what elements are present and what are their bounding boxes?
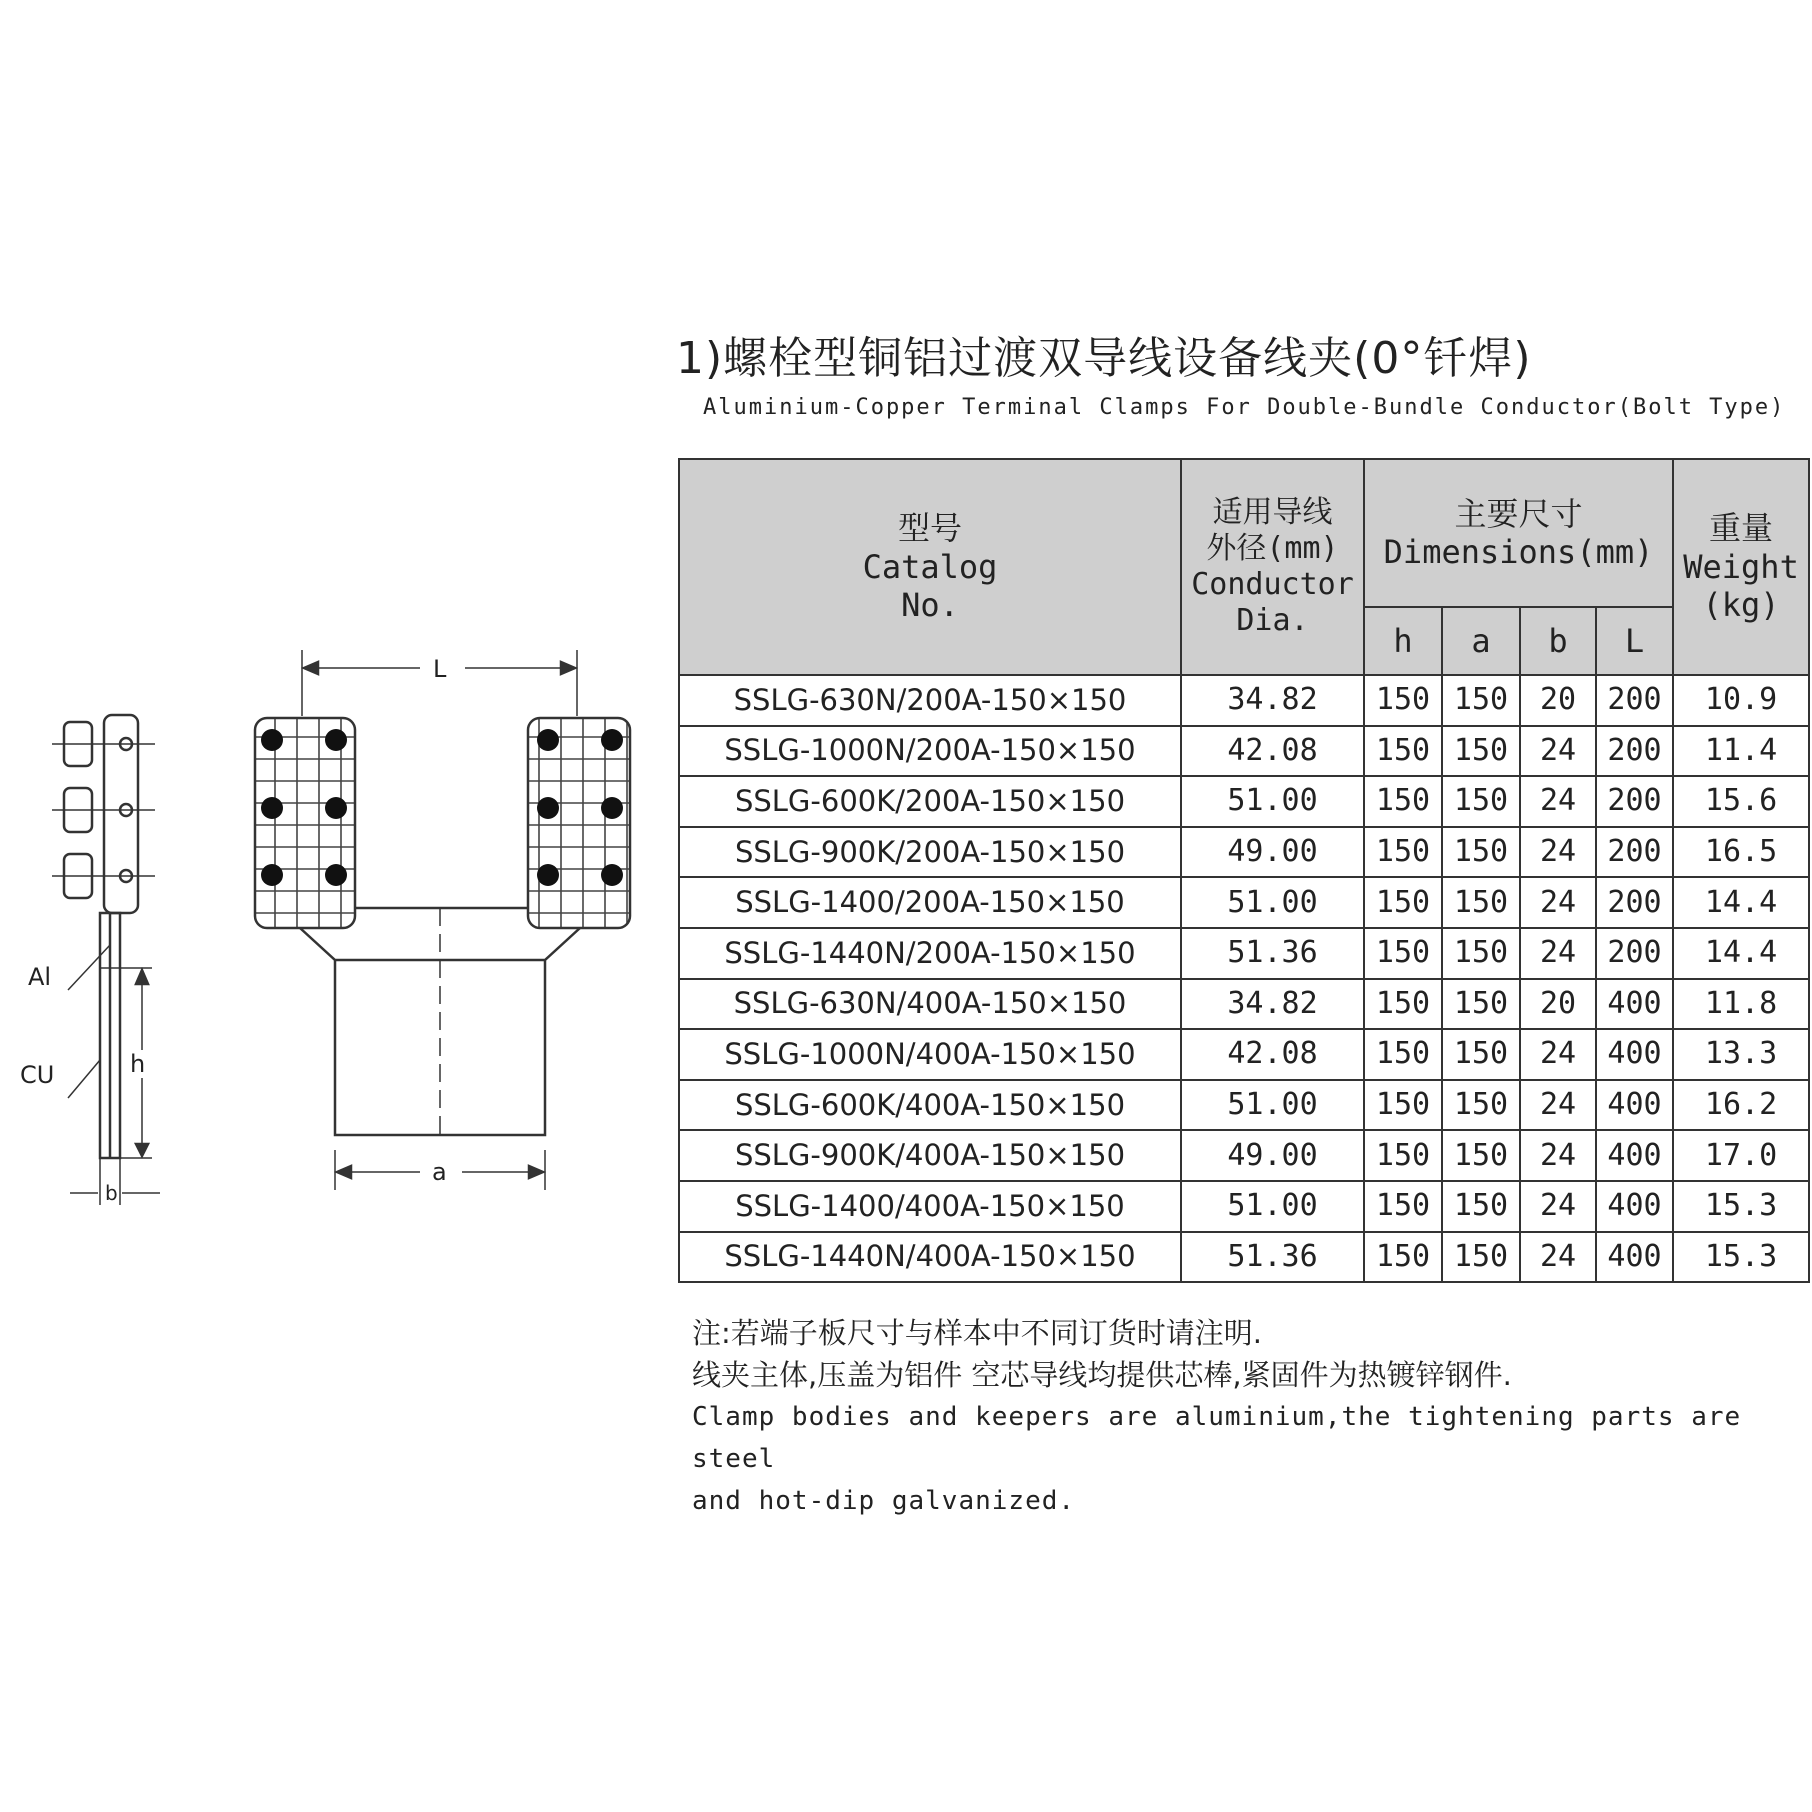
dim-L-cell: 400 (1596, 1080, 1673, 1131)
weight-cell: 11.4 (1673, 726, 1809, 777)
dim-a-cell: 150 (1442, 1181, 1520, 1232)
catalog-no-cell: SSLG-1000N/200A-150×150 (679, 726, 1181, 777)
table-row (679, 1080, 1809, 1131)
conductor-dia-cell: 51.00 (1181, 776, 1364, 827)
dim-h-cell: 150 (1364, 877, 1442, 928)
table-row (679, 776, 1809, 827)
header-conductor-dia: 适用导线 外径(mm) Conductor Dia. (1181, 459, 1364, 675)
dim-b-cell: 24 (1520, 1130, 1596, 1181)
dim-b-cell: 20 (1520, 675, 1596, 726)
dim-L-cell: 400 (1596, 1029, 1673, 1080)
dim-h-cell: 150 (1364, 1130, 1442, 1181)
dim-h-cell: 150 (1364, 1029, 1442, 1080)
dim-L-cell: 400 (1596, 1181, 1673, 1232)
catalog-no-cell: SSLG-1400/400A-150×150 (679, 1181, 1181, 1232)
dim-h-cell: 150 (1364, 928, 1442, 979)
dim-a-cell: 150 (1442, 928, 1520, 979)
conductor-dia-cell: 42.08 (1181, 726, 1364, 777)
dim-a-cell: 150 (1442, 1080, 1520, 1131)
label-a: a (432, 1158, 447, 1186)
dim-a-cell: 150 (1442, 675, 1520, 726)
table-row (679, 1130, 1809, 1181)
table-row (679, 1029, 1809, 1080)
conductor-dia-cell: 51.36 (1181, 928, 1364, 979)
dim-h-cell: 150 (1364, 1080, 1442, 1131)
dim-b-cell: 24 (1520, 726, 1596, 777)
note-line-1: 注:若端子板尺寸与样本中不同订货时请注明. (692, 1316, 1262, 1350)
dim-b-cell: 24 (1520, 1181, 1596, 1232)
dim-L-cell: 200 (1596, 928, 1673, 979)
catalog-no-cell: SSLG-1440N/400A-150×150 (679, 1232, 1181, 1283)
note-line-4: and hot-dip galvanized. (692, 1486, 1076, 1516)
weight-cell: 15.6 (1673, 776, 1809, 827)
note-line-3: Clamp bodies and keepers are aluminium,the tightening parts are steel (692, 1402, 1742, 1474)
dim-a-cell: 150 (1442, 877, 1520, 928)
catalog-no-cell: SSLG-900K/200A-150×150 (679, 827, 1181, 878)
label-h: h (130, 1050, 146, 1078)
page-title: 1)螺栓型铜铝过渡双导线设备线夹(0°钎焊) (676, 333, 1532, 384)
label-b: b (105, 1181, 118, 1205)
header-weight: 重量 Weight (kg) (1673, 459, 1809, 675)
conductor-dia-cell: 34.82 (1181, 979, 1364, 1030)
catalog-no-cell: SSLG-600K/200A-150×150 (679, 776, 1181, 827)
conductor-dia-cell: 42.08 (1181, 1029, 1364, 1080)
weight-cell: 11.8 (1673, 979, 1809, 1030)
dim-a-cell: 150 (1442, 827, 1520, 878)
conductor-dia-cell: 34.82 (1181, 675, 1364, 726)
dim-b-cell: 24 (1520, 776, 1596, 827)
conductor-dia-cell: 51.00 (1181, 1181, 1364, 1232)
table-row (679, 675, 1809, 726)
dim-b-cell: 24 (1520, 877, 1596, 928)
catalog-no-cell: SSLG-630N/400A-150×150 (679, 979, 1181, 1030)
table-row (679, 928, 1809, 979)
catalog-no-cell: SSLG-630N/200A-150×150 (679, 675, 1181, 726)
table-row (679, 827, 1809, 878)
table-row (679, 1181, 1809, 1232)
dim-h-cell: 150 (1364, 675, 1442, 726)
weight-cell: 15.3 (1673, 1232, 1809, 1283)
weight-cell: 17.0 (1673, 1130, 1809, 1181)
header-b: b (1520, 607, 1596, 675)
dim-b-cell: 20 (1520, 979, 1596, 1030)
dim-a-cell: 150 (1442, 726, 1520, 777)
notes (692, 1312, 1812, 1522)
header-L: L (1596, 607, 1673, 675)
dim-L-cell: 200 (1596, 827, 1673, 878)
dim-b-cell: 24 (1520, 827, 1596, 878)
dim-L-cell: 400 (1596, 979, 1673, 1030)
table-row (679, 1232, 1809, 1283)
dim-a-cell: 150 (1442, 1232, 1520, 1283)
dim-h-cell: 150 (1364, 979, 1442, 1030)
page-subtitle: Aluminium-Copper Terminal Clamps For Double-Bundle Conductor(Bolt Type) (703, 395, 1786, 420)
dim-h-cell: 150 (1364, 726, 1442, 777)
weight-cell: 13.3 (1673, 1029, 1809, 1080)
dim-b-cell: 24 (1520, 1232, 1596, 1283)
spec-table (678, 458, 1810, 1283)
dim-b-cell: 24 (1520, 928, 1596, 979)
weight-cell: 10.9 (1673, 675, 1809, 726)
weight-cell: 16.2 (1673, 1080, 1809, 1131)
dim-a-cell: 150 (1442, 1130, 1520, 1181)
dim-a-cell: 150 (1442, 979, 1520, 1030)
dim-L-cell: 400 (1596, 1130, 1673, 1181)
table-row (679, 979, 1809, 1030)
dim-L-cell: 200 (1596, 776, 1673, 827)
dim-b-cell: 24 (1520, 1080, 1596, 1131)
label-al: Al (28, 963, 52, 991)
label-L: L (433, 655, 447, 683)
dim-a-cell: 150 (1442, 1029, 1520, 1080)
dim-a-cell: 150 (1442, 776, 1520, 827)
weight-cell: 15.3 (1673, 1181, 1809, 1232)
dim-h-cell: 150 (1364, 1232, 1442, 1283)
header-dimensions: 主要尺寸 Dimensions(mm) (1364, 459, 1673, 607)
conductor-dia-cell: 51.00 (1181, 1080, 1364, 1131)
dim-h-cell: 150 (1364, 1181, 1442, 1232)
dim-h-cell: 150 (1364, 776, 1442, 827)
catalog-no-cell: SSLG-1000N/400A-150×150 (679, 1029, 1181, 1080)
clamp-drawing (0, 640, 660, 1240)
note-line-2: 线夹主体,压盖为铝件 空芯导线均提供芯棒,紧固件为热镀锌钢件. (692, 1358, 1512, 1392)
table-row (679, 877, 1809, 928)
conductor-dia-cell: 51.36 (1181, 1232, 1364, 1283)
dim-L-cell: 200 (1596, 675, 1673, 726)
table-row (679, 726, 1809, 777)
conductor-dia-cell: 51.00 (1181, 877, 1364, 928)
catalog-no-cell: SSLG-1440N/200A-150×150 (679, 928, 1181, 979)
dim-L-cell: 200 (1596, 877, 1673, 928)
label-cu: CU (20, 1061, 55, 1089)
weight-cell: 14.4 (1673, 877, 1809, 928)
header-h: h (1364, 607, 1442, 675)
weight-cell: 16.5 (1673, 827, 1809, 878)
conductor-dia-cell: 49.00 (1181, 1130, 1364, 1181)
header-catalog: 型号 Catalog No. (679, 459, 1181, 675)
dim-h-cell: 150 (1364, 827, 1442, 878)
header-a: a (1442, 607, 1520, 675)
conductor-dia-cell: 49.00 (1181, 827, 1364, 878)
catalog-no-cell: SSLG-900K/400A-150×150 (679, 1130, 1181, 1181)
dim-L-cell: 200 (1596, 726, 1673, 777)
weight-cell: 14.4 (1673, 928, 1809, 979)
catalog-no-cell: SSLG-600K/400A-150×150 (679, 1080, 1181, 1131)
catalog-no-cell: SSLG-1400/200A-150×150 (679, 877, 1181, 928)
dim-L-cell: 400 (1596, 1232, 1673, 1283)
dim-b-cell: 24 (1520, 1029, 1596, 1080)
